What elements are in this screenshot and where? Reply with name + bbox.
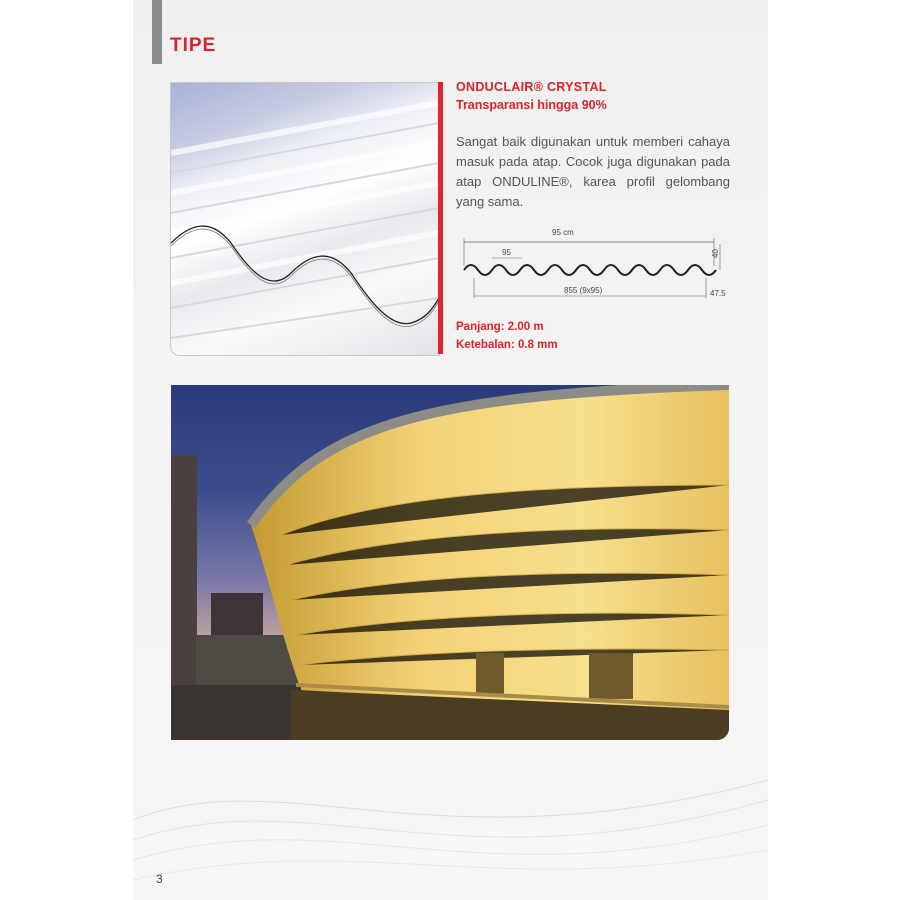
width-label: 95 cm [552, 228, 574, 237]
corrugated-sheet-illustration [171, 83, 439, 355]
height-label: 40 [711, 249, 720, 258]
product-sheet-image [170, 82, 440, 356]
title-accent-bar [152, 0, 162, 64]
illuminated-building-illustration [171, 385, 729, 740]
spec-thickness: Ketebalan: 0.8 mm [456, 339, 558, 351]
product-subtitle: Transparansi hingga 90% [456, 98, 607, 112]
building-photo [171, 385, 729, 740]
page-number: 3 [156, 872, 163, 886]
pitch-label: 95 [502, 248, 511, 257]
span-label: 855 (9x95) [564, 286, 603, 295]
red-accent-strip [438, 82, 443, 354]
edge-label: 47.5 [710, 289, 726, 298]
profile-dimension-diagram [456, 222, 732, 302]
spec-length: Panjang: 2.00 m [456, 321, 544, 333]
product-name: ONDUCLAIR® CRYSTAL [456, 80, 607, 94]
product-description: Sangat baik digunakan untuk memberi cahaya masuk pada atap. Cocok juga digunakan pada atap ONDULINE®, karea profil gelombang yang sama. [456, 134, 730, 209]
page-title: TIPE [170, 35, 217, 56]
